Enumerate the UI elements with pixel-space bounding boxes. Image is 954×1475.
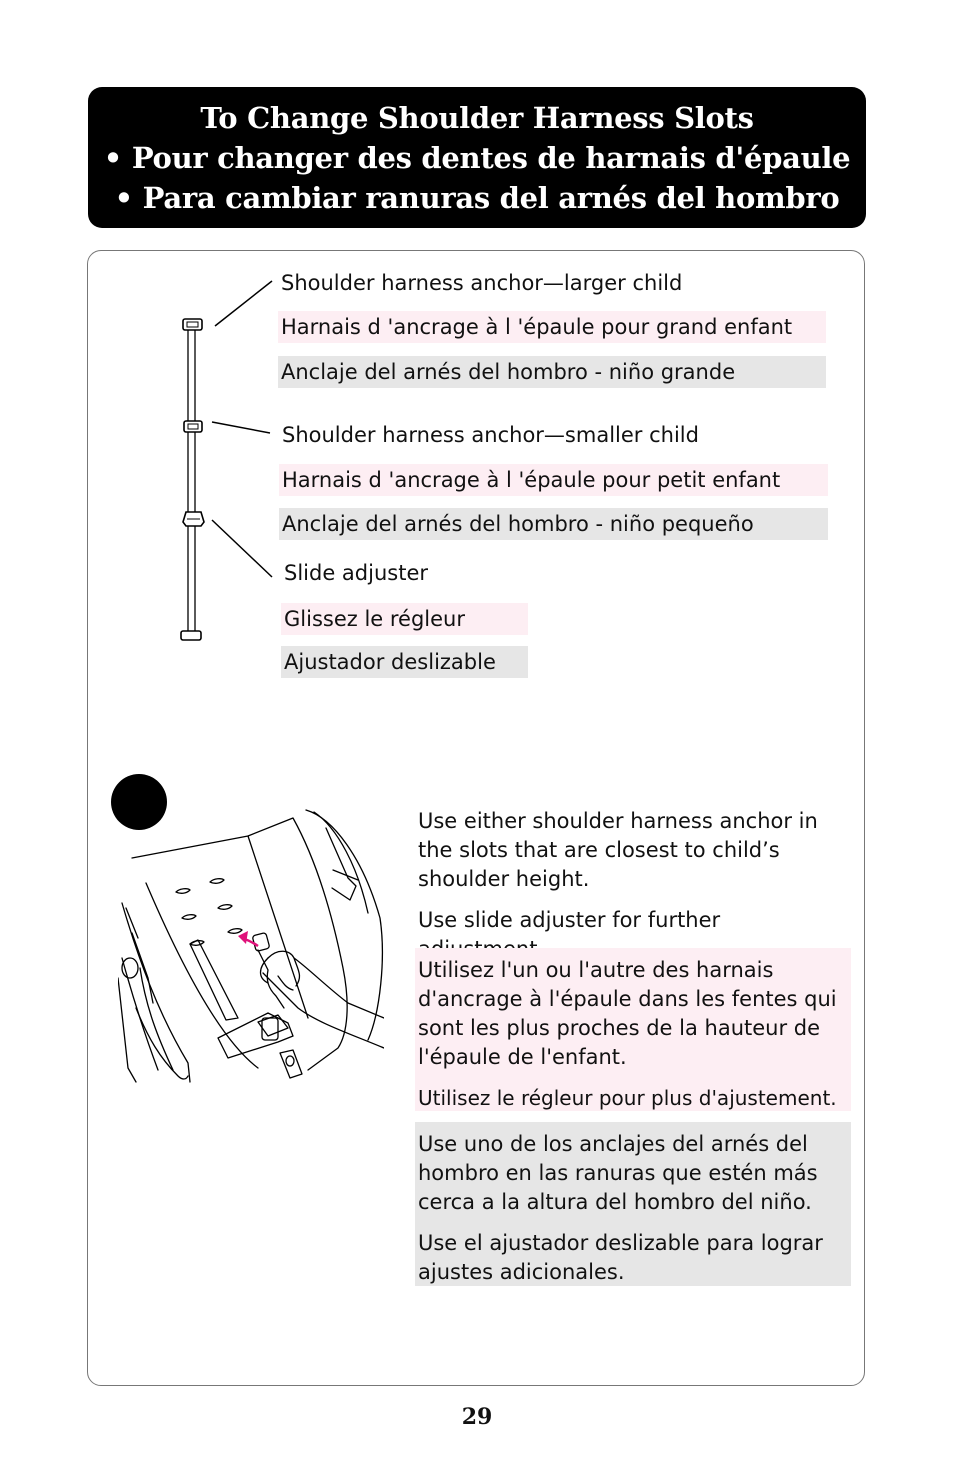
title-english: To Change Shoulder Harness Slots: [200, 100, 754, 135]
title-french: • Pour changer des dentes de harnais d'épaule: [103, 140, 851, 175]
slide-adjuster-french-label: Glissez le régleur: [281, 603, 528, 635]
anchor-smaller-french-label: Harnais d 'ancrage à l 'épaule pour petit enfant: [279, 464, 828, 496]
french-instruction-2: Utilisez le régleur pour plus d'ajustement.: [418, 1086, 837, 1110]
slide-adjuster-spanish-label: Ajustador deslizable: [281, 646, 528, 678]
spanish-instruction-2: Use el ajustador deslizable para lograr ajustes adicionales.: [418, 1231, 823, 1284]
anchor-smaller-english-label: Shoulder harness anchor—smaller child: [282, 423, 699, 447]
english-instruction-2: Use slide adjuster for further: [418, 908, 721, 932]
anchor-smaller-spanish-label: Anclaje del arnés del hombro - niño pequeño: [279, 508, 828, 540]
english-instructions: [415, 799, 851, 972]
english-instruction-1: Use either shoulder harness anchor in the slots that are closest to child’s shoulder height.: [418, 809, 818, 891]
car-seat-illustration: [118, 808, 384, 1084]
slide-adjuster-english-label: Slide adjuster: [284, 561, 428, 585]
french-instruction-1: Utilisez l'un ou l'autre des harnais d'ancrage à l'épaule dans les fentes qui sont les plus proches de la hauteur de l'épaule de l'enfant.: [418, 958, 837, 1069]
harness-strap-diagram: [160, 270, 290, 660]
anchor-larger-spanish-label: Anclaje del arnés del hombro - niño grande: [278, 356, 826, 388]
spanish-instruction-1: Use uno de los anclajes del arnés del hombro en las ranuras que estén más cerca a la altura del hombro del niño.: [418, 1132, 818, 1214]
page-number: 29: [461, 1404, 493, 1430]
title-banner: [88, 87, 866, 228]
anchor-larger-english-label: Shoulder harness anchor—larger child: [281, 271, 683, 295]
french-instructions: [415, 948, 851, 1111]
spanish-instructions: [415, 1122, 851, 1286]
title-spanish: • Para cambiar ranuras del arnés del hombro: [114, 180, 840, 215]
anchor-larger-french-label: Harnais d 'ancrage à l 'épaule pour grand enfant: [278, 311, 826, 343]
